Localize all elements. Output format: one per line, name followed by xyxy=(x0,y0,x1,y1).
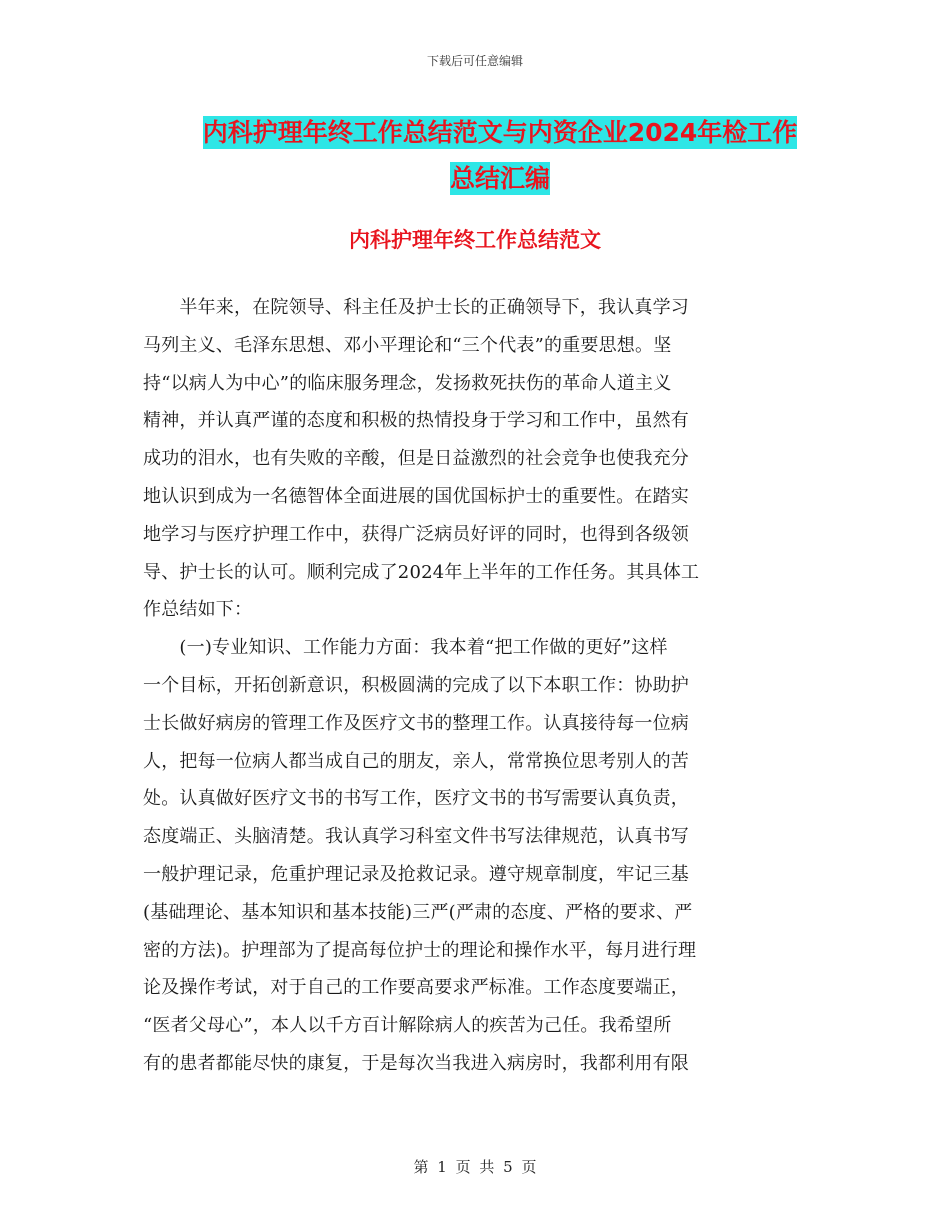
body-line: 论及操作考试，对于自己的工作要高要求严标准。工作态度要端正， xyxy=(143,977,689,999)
body-line: (一)专业知识、工作能力方面：我本着“把工作做的更好”这样 xyxy=(143,637,668,659)
body-line: 持“以病人为中心”的临床服务理念，发扬救死扶伤的革命人道主义 xyxy=(143,372,672,394)
body-line: 作总结如下： xyxy=(143,599,253,621)
header-note: 下载后可任意编辑 xyxy=(426,54,523,68)
body-line: 精神，并认真严谨的态度和积极的热情投身于学习和工作中，虽然有 xyxy=(143,410,689,432)
body-line: 一般护理记录，危重护理记录及抢救记录。遵守规章制度，牢记三基 xyxy=(143,863,689,885)
body-line: 一个目标，开拓创新意识，积极圆满的完成了以下本职工作：协助护 xyxy=(143,674,689,696)
body-line: (基础理论、基本知识和基本技能)三严(严肃的态度、严格的要求、严 xyxy=(143,901,693,923)
body-line: 成功的泪水，也有失败的辛酸，但是日益激烈的社会竞争也使我充分 xyxy=(143,448,689,470)
body-line: 态度端正、头脑清楚。我认真学习科室文件书写法律规范，认真书写 xyxy=(143,826,689,848)
body-line: “医者父母心”，本人以千方百计解除病人的疾苦为己任。我希望所 xyxy=(143,1015,672,1037)
body-line: 地认识到成为一名德智体全面进展的国优国标护士的重要性。在踏实 xyxy=(143,485,689,507)
body-text xyxy=(143,289,805,1083)
body-line: 有的患者都能尽快的康复，于是每次当我进入病房时，我都利用有限 xyxy=(143,1052,689,1074)
document-title xyxy=(140,110,860,202)
body-line: 士长做好病房的管理工作及医疗文书的整理工作。认真接待每一位病 xyxy=(143,712,689,734)
body-line: 半年来，在院领导、科主任及护士长的正确领导下，我认真学习 xyxy=(143,297,689,318)
page-footer: 第 1 页 共 5 页 xyxy=(413,1158,537,1176)
body-line: 导、护士长的认可。顺利完成了2024年上半年的工作任务。其具体工 xyxy=(143,561,700,583)
document-title-line-1: 内科护理年终工作总结范文与内资企业2024年检工作 xyxy=(202,118,798,147)
body-line: 处。认真做好医疗文书的书写工作，医疗文书的书写需要认真负责， xyxy=(143,788,689,810)
body-line: 地学习与医疗护理工作中，获得广泛病员好评的同时，也得到各级领 xyxy=(143,523,689,545)
body-line: 马列主义、毛泽东思想、邓小平理论和“三个代表”的重要思想。坚 xyxy=(143,334,672,356)
body-line: 人，把每一位病人都当成自己的朋友，亲人，常常换位思考别人的苦 xyxy=(143,750,689,772)
section-title: 内科护理年终工作总结范文 xyxy=(349,228,601,252)
body-line: 密的方法)。护理部为了提高每位护士的理论和操作水平，每月进行理 xyxy=(143,939,697,961)
document-title-line-2: 总结汇编 xyxy=(449,164,550,193)
